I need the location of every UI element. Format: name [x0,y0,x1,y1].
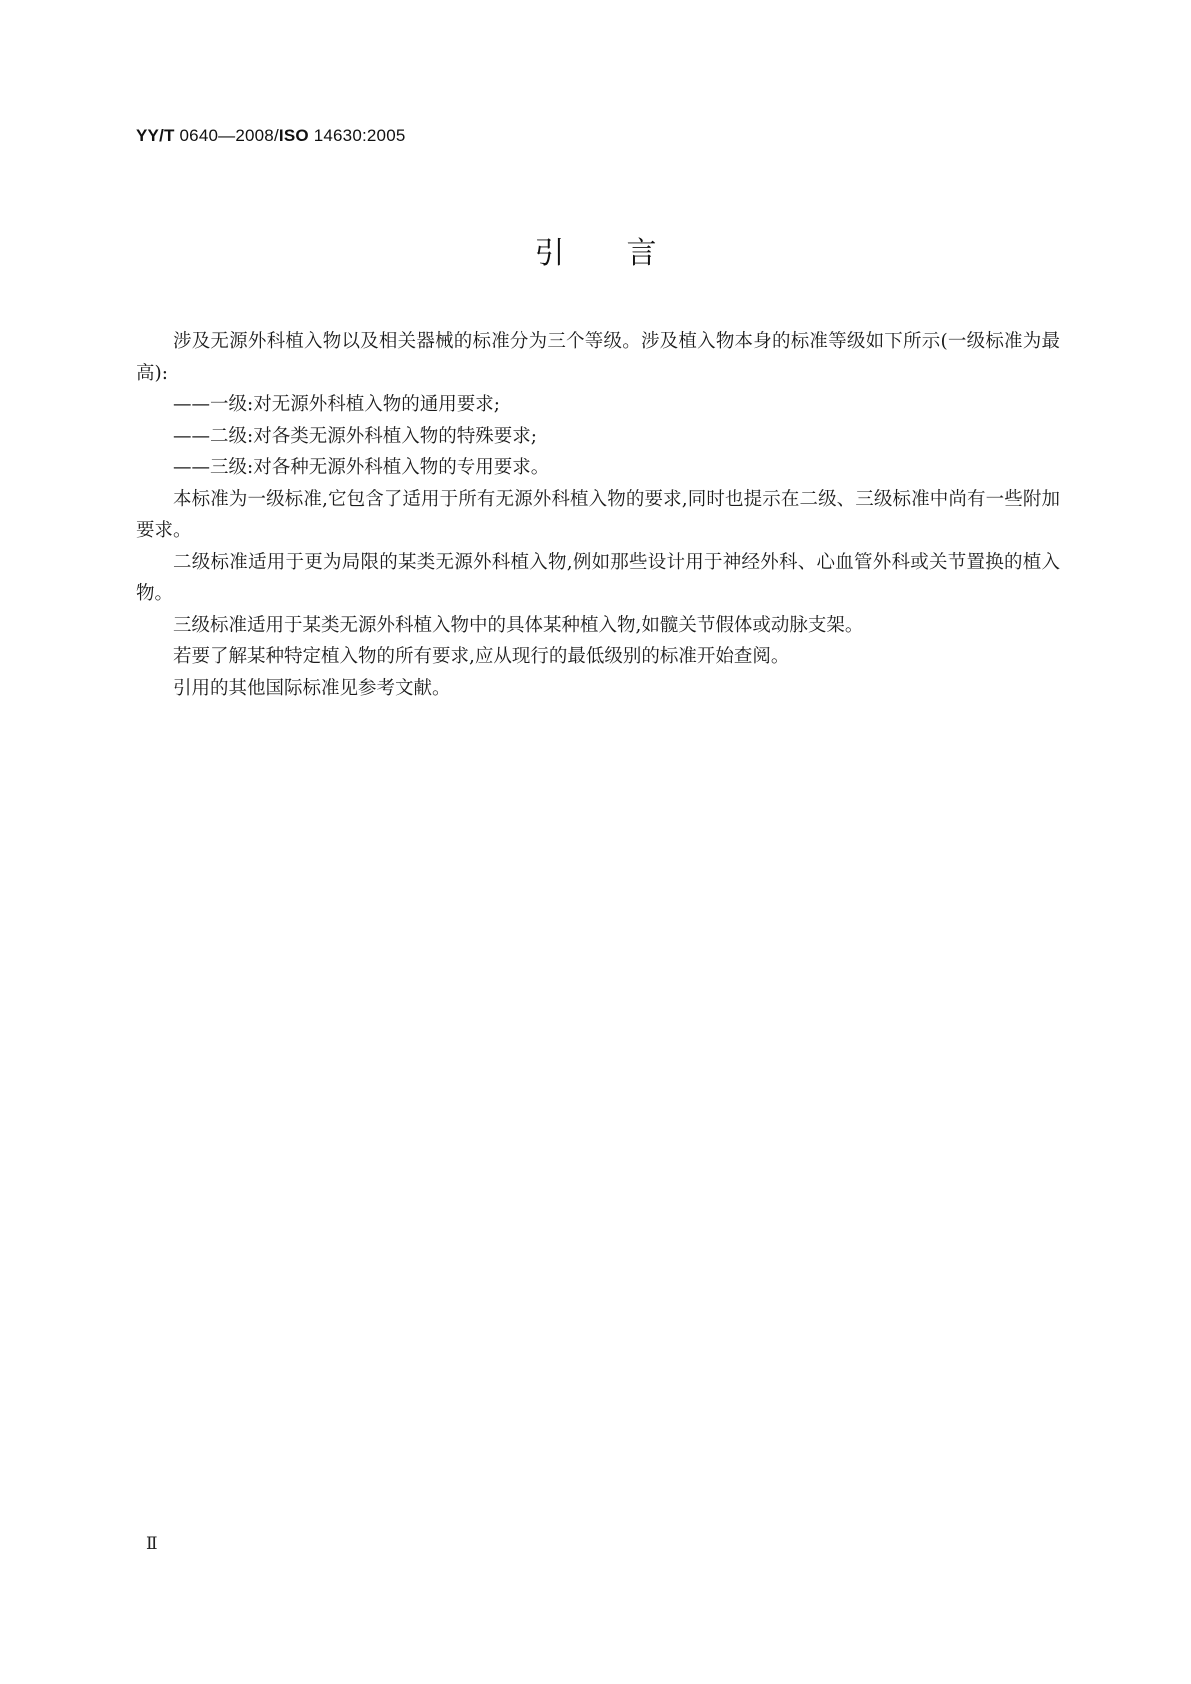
scope-paragraph: 本标准为一级标准,它包含了适用于所有无源外科植入物的要求,同时也提示在二级、三级标准中尚有一些附加要求。 [136,488,1060,541]
level-two-paragraph: 二级标准适用于更为局限的某类无源外科植入物,例如那些设计用于神经外科、心血管外科或关节置换的植入物。 [136,551,1060,604]
document-code [136,126,406,146]
introduction-body [136,326,1060,704]
list-item-level-two: ——二级:对各类无源外科植入物的特殊要求; [173,425,537,447]
iso-prefix: ISO [278,126,309,145]
intro-paragraph: 涉及无源外科植入物以及相关器械的标准分为三个等级。涉及植入物本身的标准等级如下所示(一级标准为最高): [136,331,1060,384]
page-number: Ⅱ [146,1534,158,1553]
list-item-level-three: ——三级:对各种无源外科植入物的专用要求。 [173,457,550,478]
level-three-paragraph: 三级标准适用于某类无源外科植入物中的具体某种植入物,如髋关节假体或动脉支架。 [173,614,864,636]
document-code-number: 0640—2008/ [174,126,279,145]
list-item-level-one: ——一级:对无源外科植入物的通用要求; [173,394,500,415]
references-paragraph: 引用的其他国际标准见参考文献。 [173,677,451,699]
iso-code-number: 14630:2005 [308,126,406,145]
lookup-paragraph: 若要了解某种特定植入物的所有要求,应从现行的最低级别的标准开始查阅。 [173,646,790,667]
document-code-prefix: YY/T [136,126,175,145]
section-title: 引言 [534,236,719,271]
